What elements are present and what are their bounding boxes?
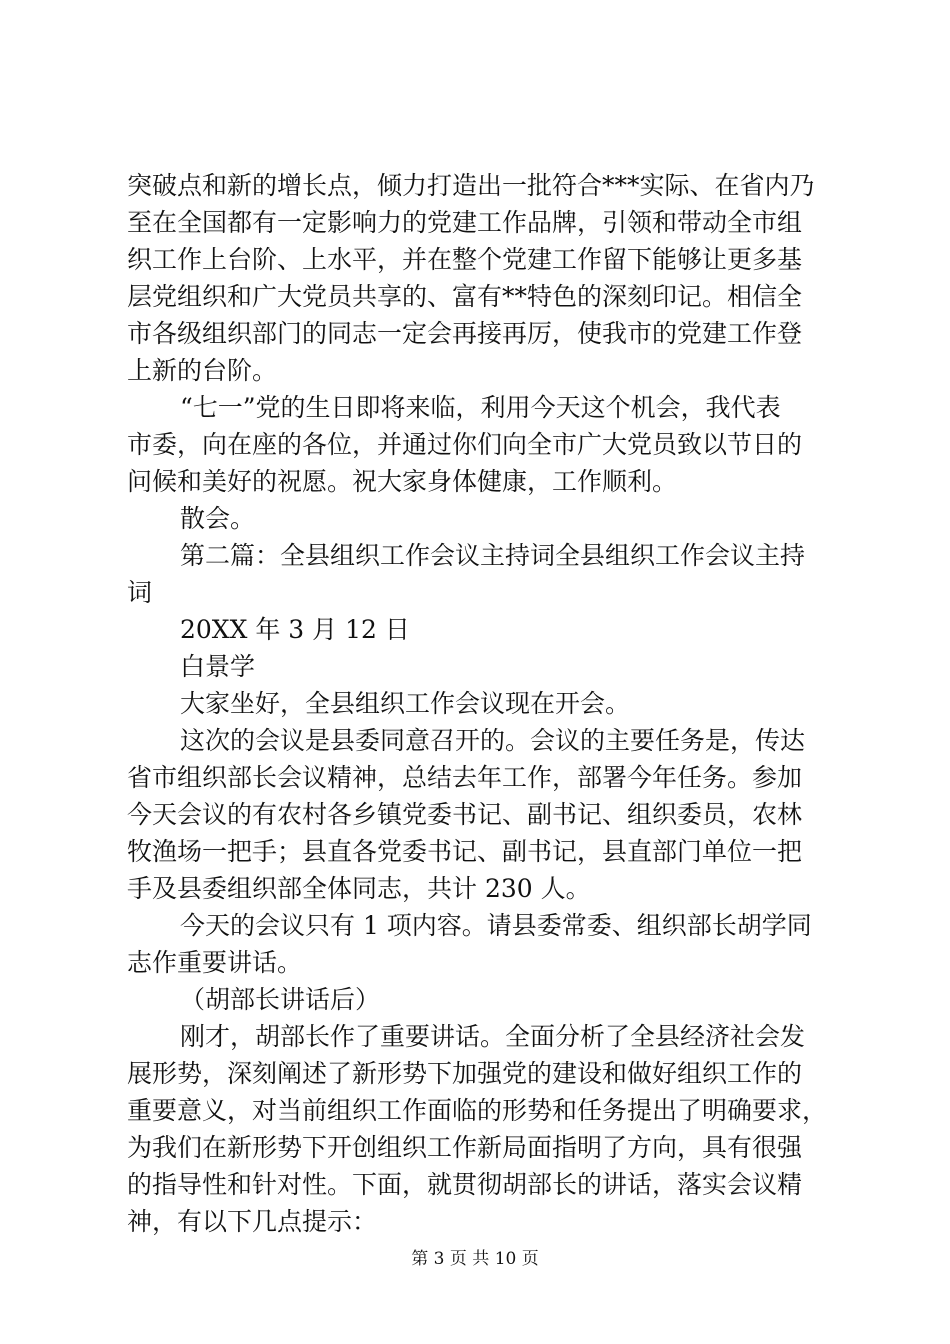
text-line: 今天的会议只有 1 项内容。请县委常委、组织部长胡学同 [180, 911, 812, 940]
date-line: 20XX 年 3 月 12 日 [180, 615, 410, 644]
text-line: 重要意义，对当前组织工作面临的形势和任务提出了明确要求， [127, 1096, 828, 1125]
text-line: 志作重要讲话。 [127, 948, 303, 977]
text-line: 刚才，胡部长作了重要讲话。全面分析了全县经济社会发 [180, 1022, 806, 1051]
text-line: 展形势，深刻阐述了新形势下加强党的建设和做好组织工作的 [127, 1059, 803, 1088]
text-line: 问候和美好的祝愿。祝大家身体健康，工作顺利。 [127, 467, 678, 496]
text-line: 织工作上台阶、上水平，并在整个党建工作留下能够让更多基 [127, 245, 803, 274]
text-line: 为我们在新形势下开创组织工作新局面指明了方向，具有很强 [127, 1133, 803, 1162]
text-line: （胡部长讲话后） [180, 985, 381, 1014]
text-line: 牧渔场一把手；县直各党委书记、副书记，县直部门单位一把 [127, 837, 803, 866]
text-line: 神，有以下几点提示： [127, 1207, 378, 1236]
text-line: 突破点和新的增长点，倾力打造出一批符合***实际、在省内乃 [127, 171, 815, 200]
text-line: “七一”党的生日即将来临，利用今天这个机会，我代表 [180, 393, 781, 422]
page-footer: 第 3 页 共 10 页 [411, 1249, 539, 1269]
text-line: 今天会议的有农村各乡镇党委书记、副书记、组织委员，农林 [127, 800, 803, 829]
text-line: 上新的台阶。 [127, 356, 278, 385]
text-line: 散会。 [180, 504, 256, 533]
section-heading: 词 [127, 578, 153, 607]
text-line: 省市组织部长会议精神，总结去年工作，部署今年任务。参加 [127, 763, 803, 792]
text-line: 至在全国都有一定影响力的党建工作品牌，引领和带动全市组 [127, 208, 803, 237]
author-line: 白景学 [180, 652, 256, 681]
text-line: 市各级组织部门的同志一定会再接再厉，使我市的党建工作登 [127, 319, 803, 348]
text-line: 的指导性和针对性。下面，就贯彻胡部长的讲话，落实会议精 [127, 1170, 803, 1199]
text-line: 层党组织和广大党员共享的、富有**特色的深刻印记。相信全 [127, 282, 803, 311]
section-heading: 第二篇：全县组织工作会议主持词全县组织工作会议主持 [180, 541, 806, 570]
text-line: 市委，向在座的各位，并通过你们向全市广大党员致以节日的 [127, 430, 803, 459]
text-line: 手及县委组织部全体同志，共计 230 人。 [127, 874, 591, 903]
text-line: 大家坐好，全县组织工作会议现在开会。 [180, 689, 631, 718]
text-line: 这次的会议是县委同意召开的。会议的主要任务是，传达 [180, 726, 806, 755]
